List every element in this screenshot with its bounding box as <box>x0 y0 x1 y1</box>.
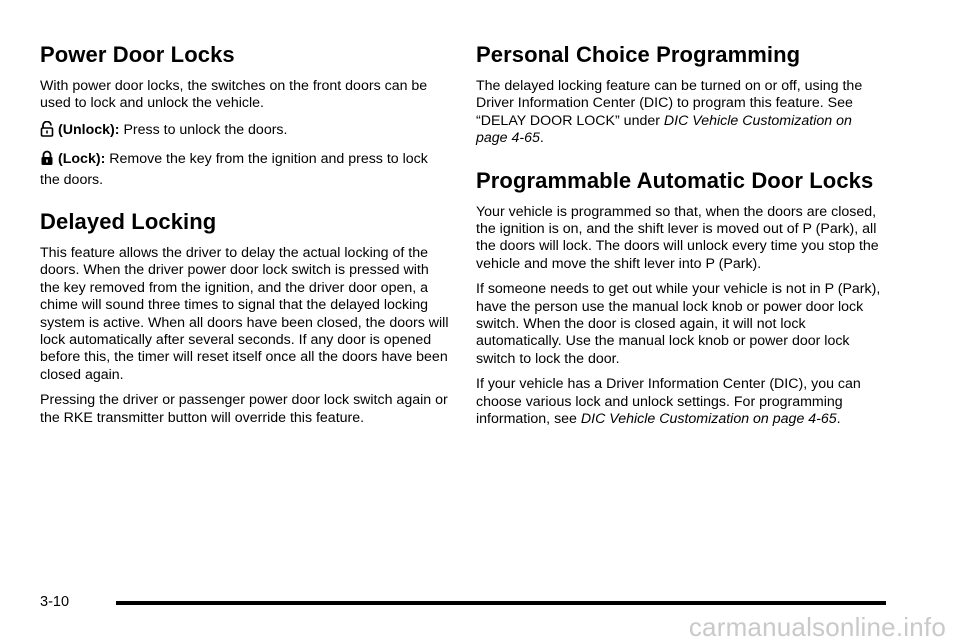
unlock-description <box>40 121 450 142</box>
lock-text: Remove the key from the ignition and press to lock the doors. <box>40 151 428 188</box>
footer-rule <box>116 601 886 605</box>
automatic-locks-text: If your vehicle has a Driver Information Center (DIC), you can choose various lock and unlock settings. For programming information, see <box>476 376 861 428</box>
personal-choice-paragraph <box>476 78 886 148</box>
lock-description <box>40 150 450 189</box>
left-column <box>40 40 450 427</box>
power-door-locks-intro: With power door locks, the switches on the front doors can be used to lock and unlock the vehicle. <box>40 78 428 112</box>
section-title-personal-choice-programming: Personal Choice Programming <box>476 42 801 67</box>
automatic-locks-paragraph-2: If someone needs to get out while your vehicle is not in P (Park), have the person use the manual lock knob or power door lock switch. When the door is closed again, it will not lock automatically. Use the manual lock knob or power door lock switch to lock the door. <box>476 281 881 367</box>
automatic-locks-paragraph-1: Your vehicle is programmed so that, when the doors are closed, the ignition is on, and the shift lever is moved out of P (Park), all the doors will lock. The doors will unlock every time you stop the vehicle and move the shift lever into P (Park). <box>476 203 879 272</box>
section-title-programmable-automatic-door-locks: Programmable Automatic Door Locks <box>476 167 874 193</box>
padlock-open-icon <box>40 121 54 142</box>
cross-reference-link: DIC Vehicle Customization on page 4-65 <box>580 411 837 428</box>
delayed-locking-paragraph-1: This feature allows the driver to delay the actual locking of the doors. When the driver power door lock switch is pressed with the key removed from the ignition, and the driver door open, a chime will sound three times to signal that the delayed locking system is active. When all doors have been closed, the doors will lock automatically after several seconds. If any door is opened before this, the timer will reset itself once all the doors have been closed again. <box>40 245 449 383</box>
unlock-text: Press to unlock the doors. <box>123 121 288 138</box>
watermark: carmanualsonline.info <box>688 612 946 642</box>
period: . <box>539 130 544 147</box>
personal-choice-text: The delayed locking feature can be turned on or off, using the Driver Information Center (DIC) to program this feature. See “DELAY DOOR LOCK” under <box>476 78 863 129</box>
unlock-label: (Unlock): <box>58 121 120 138</box>
delayed-locking-paragraph-2: Pressing the driver or passenger power door lock switch again or the RKE transmitter button will override this feature. <box>40 392 448 426</box>
page-number: 3-10 <box>40 594 70 610</box>
automatic-locks-paragraph-3 <box>476 376 886 428</box>
period: . <box>836 411 841 428</box>
padlock-closed-icon <box>40 150 54 171</box>
lock-label: (Lock): <box>58 151 106 168</box>
section-title-power-door-locks: Power Door Locks <box>40 42 235 67</box>
section-title-delayed-locking: Delayed Locking <box>40 209 217 235</box>
cross-reference-link: DIC Vehicle Customization on page 4-65 <box>476 112 852 147</box>
right-column <box>476 40 886 429</box>
